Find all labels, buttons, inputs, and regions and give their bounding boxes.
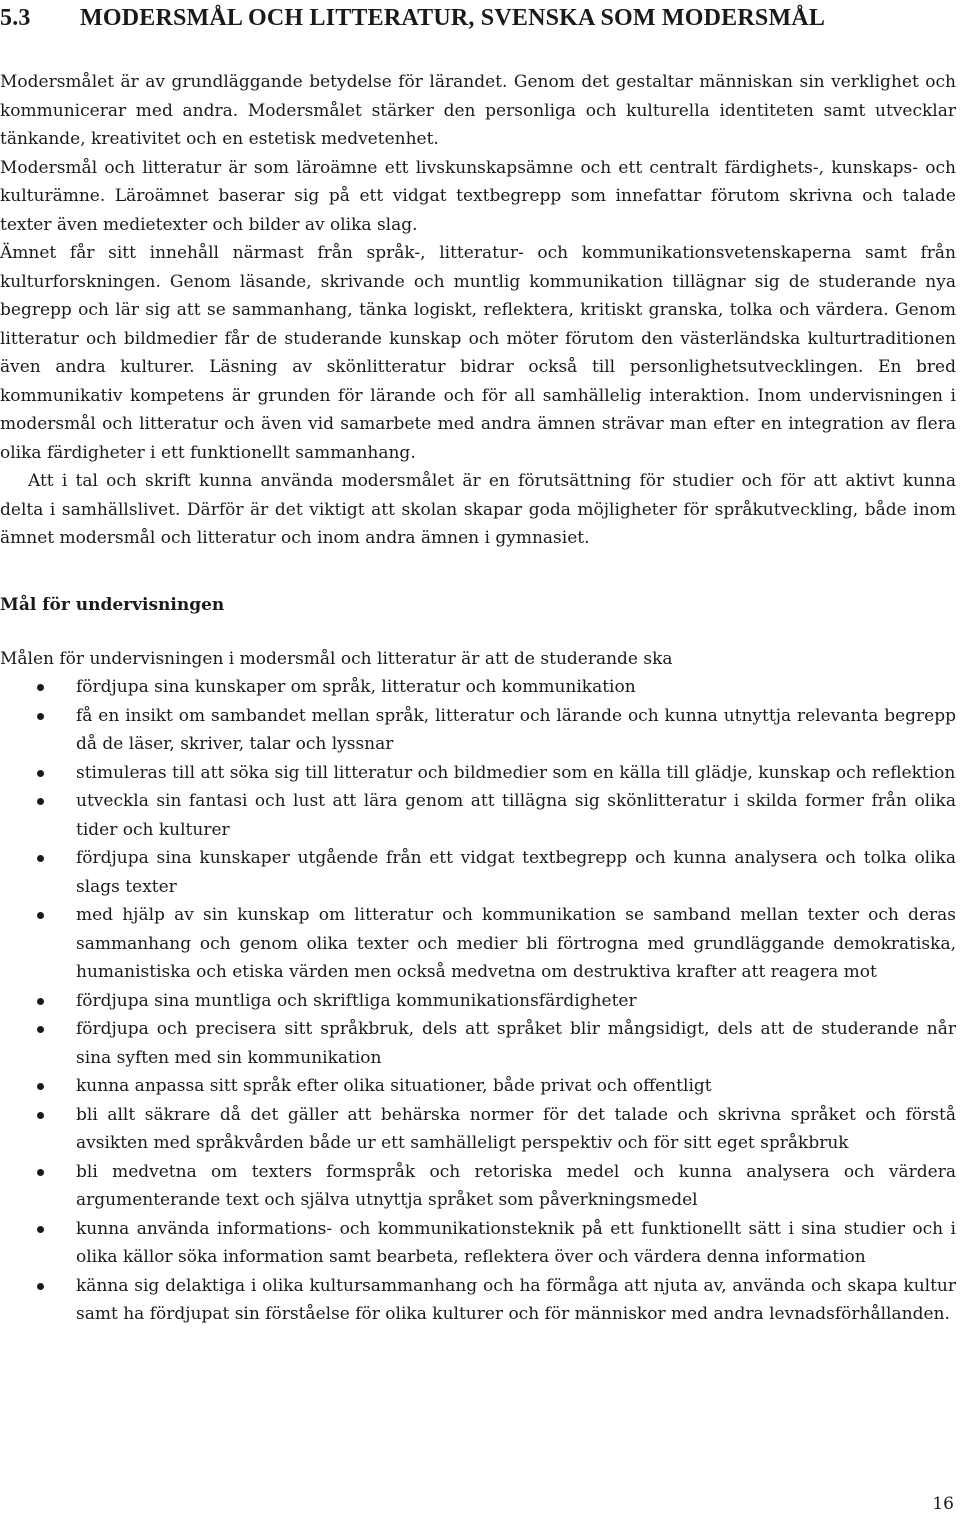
goal-item: fördjupa och precisera sitt språkbruk, dels att språket blir mångsidigt, dels att de studerande når sina syften med sin kommunikation xyxy=(0,1015,956,1072)
goal-item: utveckla sin fantasi och lust att lära genom att tillägna sig skönlitteratur i skilda former från olika tider och kulturer xyxy=(0,787,956,844)
section-title: MODERSMÅL OCH LITTERATUR, SVENSKA SOM MODERSMÅL xyxy=(80,5,826,31)
goal-item: kunna anpassa sitt språk efter olika situationer, både privat och offentligt xyxy=(0,1072,956,1101)
goal-item: fördjupa sina kunskaper utgående från ett vidgat textbegrepp och kunna analysera och tolka olika slags texter xyxy=(0,844,956,901)
goal-item: fördjupa sina muntliga och skriftliga kommunikationsfärdigheter xyxy=(0,987,956,1016)
goal-item: känna sig delaktiga i olika kultursammanhang och ha förmåga att njuta av, använda och skapa kultur samt ha fördjupat sin förståelse för olika kulturer och för människor med andra levnadsförhållanden. xyxy=(0,1272,956,1329)
goal-item: få en insikt om sambandet mellan språk, litteratur och lärande och kunna utnyttja relevanta begrepp då de läser, skriver, talar och lyssnar xyxy=(0,702,956,759)
goal-item: kunna använda informations- och kommunikationsteknik på ett funktionellt sätt i sina studier och i olika källor söka information samt bearbeta, reflektera över och värdera denna information xyxy=(0,1215,956,1272)
goals-heading: Mål för undervisningen xyxy=(0,594,225,615)
section-heading xyxy=(0,5,825,32)
goals-list xyxy=(0,673,956,1329)
paragraph-intro: Modersmålet är av grundläggande betydelse för lärandet. Genom det gestaltar människan sin verklighet och kommunicerar med andra. Modersmålet stärker den personliga och kulturella identiteten samt utvecklar tänkande, kreativitet och en estetisk medvetenhet. xyxy=(0,72,956,149)
section-number: 5.3 xyxy=(0,5,31,31)
goal-item: stimuleras till att söka sig till litteratur och bildmedier som en källa till glädje, kunskap och reflektion xyxy=(0,759,956,788)
document-body xyxy=(0,68,956,1329)
goal-item: fördjupa sina kunskaper om språk, litteratur och kommunikation xyxy=(0,673,956,702)
paragraph-society: Att i tal och skrift kunna använda modersmålet är en förutsättning för studier och för att aktivt kunna delta i samhällslivet. Därför är det viktigt att skolan skapar goda möjligheter för språkutveckling, både inom ämnet modersmål och litteratur och inom andra ämnen i gymnasiet. xyxy=(0,471,956,548)
goal-item: bli medvetna om texters formspråk och retoriska medel och kunna analysera och värdera argumenterande text och själva utnyttja språket som påverkningsmedel xyxy=(0,1158,956,1215)
page-number: 16 xyxy=(932,1494,954,1514)
paragraph-content: Ämnet får sitt innehåll närmast från språk-, litteratur- och kommunikationsvetenskaperna samt från kulturforskningen. Genom läsande, skrivande och muntlig kommunikation tillägnar sig de studerande nya begrepp och lär sig att se sammanhang, tänka logiskt, reflektera, kritiskt granska, tolka och värdera. Genom litteratur och bildmedier får de studerande kunskap och möter förutom den västerländska kulturtraditionen även andra kulturer. Läsning av skönlitteratur bidrar också till personlighetsutvecklingen. En bred kommunikativ kompetens är grunden för lärande och för all samhällelig interaktion. Inom undervisningen i modersmål och litteratur och även vid samarbete med andra ämnen strävar man efter en integration av flera olika färdigheter i ett funktionellt sammanhang. xyxy=(0,243,956,463)
goal-item: bli allt säkrare då det gäller att behärska normer för det talade och skrivna språket och förstå avsikten med språkvården både ur ett samhälleligt perspektiv och för sitt eget språkbruk xyxy=(0,1101,956,1158)
paragraph-subject: Modersmål och litteratur är som läroämne ett livskunskapsämne och ett centralt färdighets-, kunskaps- och kulturämne. Läroämnet baserar sig på ett vidgat textbegrepp som innefattar förutom skrivna och talade texter även medietexter och bilder av olika slag. xyxy=(0,157,956,235)
goal-item: med hjälp av sin kunskap om litteratur och kommunikation se samband mellan texter och deras sammanhang och genom olika texter och medier bli förtrogna med grundläggande demokratiska, humanistiska och etiska värden men också medvetna om destruktiva krafter att reagera mot xyxy=(0,901,956,987)
goals-intro: Målen för undervisningen i modersmål och litteratur är att de studerande ska xyxy=(0,648,673,669)
